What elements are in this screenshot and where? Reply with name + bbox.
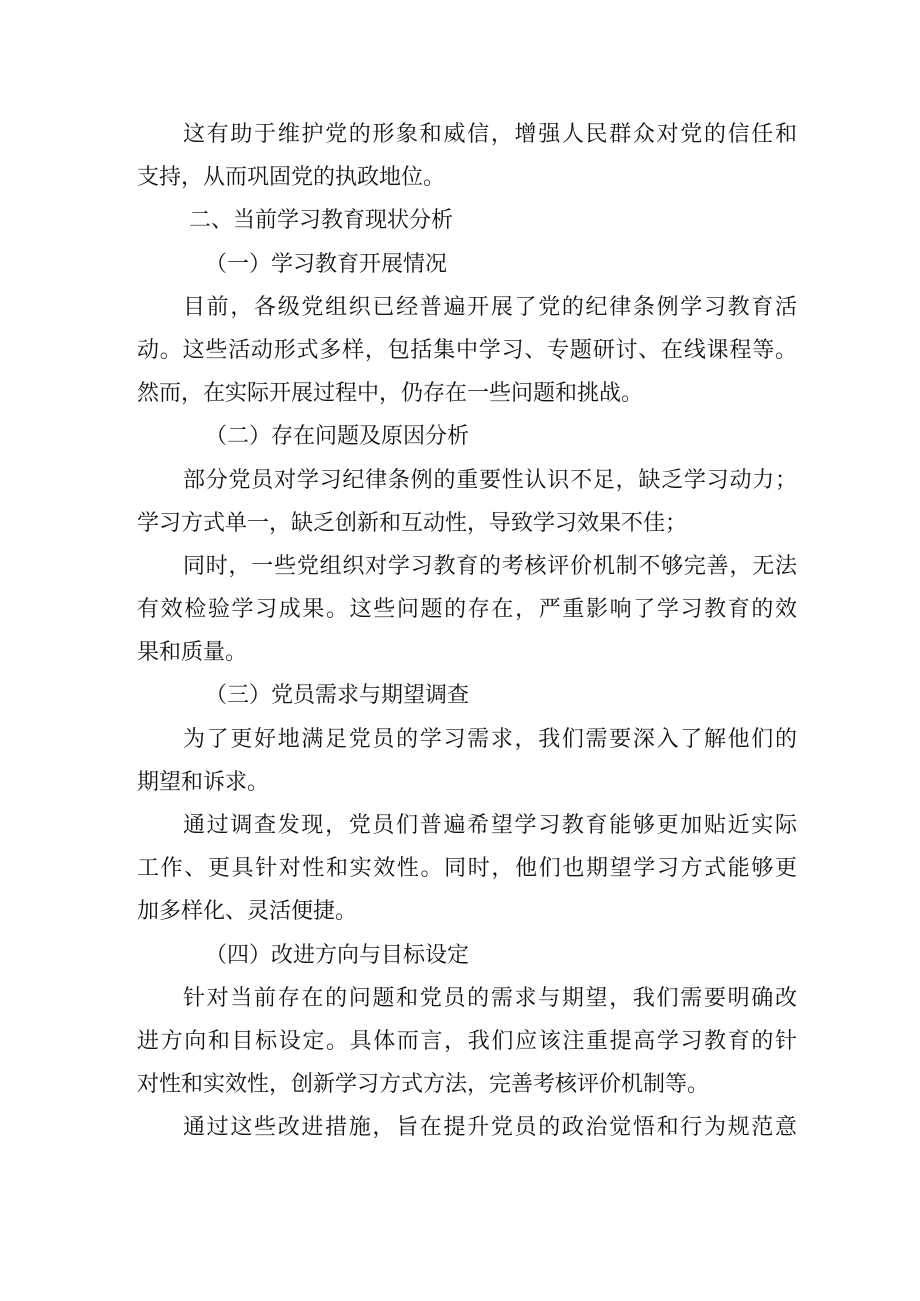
paragraph-line: 果和质量。 bbox=[137, 640, 248, 666]
paragraph-line: 然而，在实际开展过程中，仍存在一些问题和挑战。 bbox=[137, 381, 644, 407]
paragraph-line: 针对当前存在的问题和党员的需求与期望，我们需要明确改 bbox=[183, 985, 797, 1011]
paragraph-line: 有效检验学习成果。这些问题的存在，严重影响了学习教育的效 bbox=[137, 597, 797, 623]
paragraph-line: 动。这些活动形式多样，包括集中学习、专题研讨、在线课程等。 bbox=[137, 337, 797, 363]
subsection-heading: （三）党员需求与期望调查 bbox=[205, 683, 470, 709]
paragraph-line: 通过这些改进措施，旨在提升党员的政治觉悟和行为规范意 bbox=[183, 1115, 797, 1141]
paragraph-line: 通过调查发现，党员们普遍希望学习教育能够更加贴近实际 bbox=[183, 813, 797, 838]
paragraph-line: 目前，各级党组织已经普遍开展了党的纪律条例学习教育活 bbox=[183, 294, 797, 320]
paragraph-line: 部分党员对学习纪律条例的重要性认识不足，缺乏学习动力； bbox=[183, 467, 797, 493]
paragraph-line: 为了更好地满足党员的学习需求，我们需要深入了解他们的 bbox=[183, 726, 797, 752]
paragraph-line: 这有助于维护党的形象和威信，增强人民群众对党的信任和 bbox=[183, 122, 797, 147]
paragraph-line: 加多样化、灵活便捷。 bbox=[137, 899, 358, 925]
paragraph-line: 支持，从而巩固党的执政地位。 bbox=[137, 165, 446, 191]
subsection-heading: （四）改进方向与目标设定 bbox=[205, 942, 470, 968]
section-heading: 二、当前学习教育现状分析 bbox=[189, 208, 454, 234]
paragraph-line: 对性和实效性，创新学习方式方法，完善考核评价机制等。 bbox=[137, 1072, 710, 1098]
paragraph-line: 同时，一些党组织对学习教育的考核评价机制不够完善，无法 bbox=[183, 553, 797, 579]
paragraph-line: 学习方式单一，缺乏创新和互动性，导致学习效果不佳； bbox=[137, 510, 688, 536]
subsection-heading: （二）存在问题及原因分析 bbox=[205, 424, 470, 450]
paragraph-line: 进方向和目标设定。具体而言，我们应该注重提高学习教育的针 bbox=[137, 1028, 797, 1054]
document-body bbox=[137, 113, 797, 1150]
paragraph-line: 工作、更具针对性和实效性。同时，他们也期望学习方式能够更 bbox=[137, 856, 797, 882]
subsection-heading: （一）学习教育开展情况 bbox=[205, 251, 448, 277]
paragraph-line: 期望和诉求。 bbox=[137, 769, 270, 795]
